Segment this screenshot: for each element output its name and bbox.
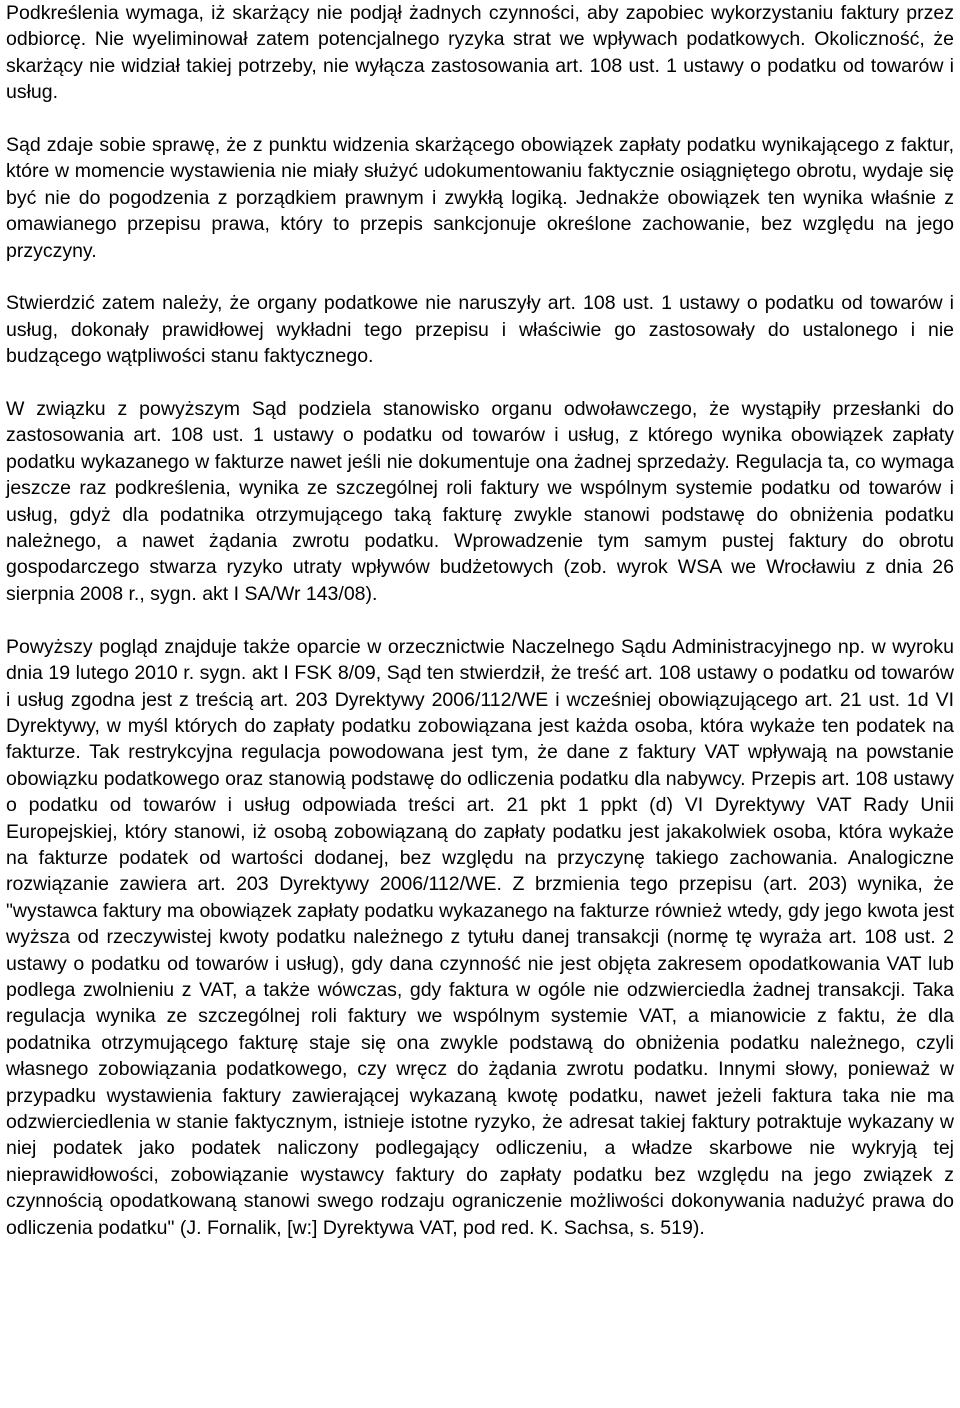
paragraph-3: Stwierdzić zatem należy, że organy podatkowe nie naruszyły art. 108 ust. 1 ustawy o podatku od towarów i usług, dokonały prawidłowej wykładni tego przepisu i właściwie go zastosowały do ustalonego i nie budzącego wątpliwości stanu faktycznego. [6, 292, 954, 368]
paragraph-1: Podkreślenia wymaga, iż skarżący nie podjął żadnych czynności, aby zapobiec wykorzystaniu faktury przez odbiorcę. Nie wyeliminował zatem potencjalnego ryzyka strat we wpływach podatkowych. Okoliczność, że skarżący nie widział takiej potrzeby, nie wyłącza zastosowania art. 108 ust. 1 ustawy o podatku od towarów i usług. [6, 2, 954, 104]
paragraph-5: Powyższy pogląd znajduje także oparcie w orzecznictwie Naczelnego Sądu Administracyjnego np. w wyroku dnia 19 lutego 2010 r. sygn. akt I FSK 8/09, Sąd ten stwierdził, że treść art. 108 ustawy o podatku od towarów i usług zgodna jest z treścią art. 203 Dyrektywy 2006/112/WE i wcześniej obowiązującego art. 21 ust. 1d VI Dyrektywy, w myśl których do zapłaty podatku zobowiązana jest każda osoba, która wykaże ten podatek na fakturze. Tak restrykcyjna regulacja powodowana jest tym, że dane z faktury VAT wpływają na powstanie obowiązku podatkowego oraz stanowią podstawę do odliczenia podatku dla nabywcy. Przepis art. 108 ustawy o podatku od towarów i usług odpowiada treści art. 21 pkt 1 ppkt (d) VI Dyrektywy VAT Rady Unii Europejskiej, który stanowi, iż osobą zobowiązaną do zapłaty podatku jest jakakolwiek osoba, która wykaże na fakturze podatek od wartości dodanej, bez względu na przyczynę takiego zachowania. Analogiczne rozwiązanie zawiera art. 203 Dyrektywy 2006/112/WE. Z brzmienia tego przepisu (art. 203) wynika, że "wystawca faktury ma obowiązek zapłaty podatku wykazanego na fakturze również wtedy, gdy jego kwota jest wyższa od rzeczywistej kwoty podatku należnego z tytułu danej transakcji (normę tę wyraża art. 108 ust. 2 ustawy o podatku od towarów i usług), gdy dana czynność nie jest objęta zakresem opodatkowania VAT lub podlega zwolnieniu z VAT, a także wówczas, gdy faktura w ogóle nie odzwierciedla żadnej transakcji. Taka regulacja wynika ze szczególnej roli faktury we wspólnym systemie VAT, a mianowicie z faktu, że dla podatnika otrzymującego fakturę staje się ona zwykle podstawą do obniżenia podatku należnego, czyli własnego zobowiązania podatkowego, czy wręcz do żądania zwrotu podatku. Innymi słowy, ponieważ w przypadku wystawienia faktury zawierającej wykazaną kwotę podatku, nawet jeżeli faktura taka nie ma odzwierciedlenia w stanie faktycznym, istnieje istotne ryzyko, że adresat takiej faktury potraktuje wykazany w niej podatek jako podatek naliczony podlegający odliczeniu, a władze skarbowe nie wykryją tej nieprawidłowości, zobowiązanie wystawcy faktury do zapłaty podatku bez względu na jego związek z czynnością opodatkowaną stanowi swego rodzaju ograniczenie możliwości dokonywania nadużyć prawa do odliczenia podatku" (J. Fornalik, [w:] Dyrektywa VAT, pod red. K. Sachsa, s. 519). [6, 635, 954, 1239]
paragraph-2: Sąd zdaje sobie sprawę, że z punktu widzenia skarżącego obowiązek zapłaty podatku wynikającego z faktur, które w momencie wystawienia nie miały służyć udokumentowaniu faktycznie osiągniętego obrotu, wydaje się być nie do pogodzenia z porządkiem prawnym i zwykłą logiką. Jednakże obowiązek ten wynika właśnie z omawianego przepisu prawa, który to przepis sankcjonuje określone zachowanie, bez względu na jego przyczyny. [6, 134, 954, 262]
paragraph-4: W związku z powyższym Sąd podziela stanowisko organu odwoławczego, że wystąpiły przesłanki do zastosowania art. 108 ust. 1 ustawy o podatku od towarów i usług, z którego wynika obowiązek zapłaty podatku wykazanego w fakturze nawet jeśli nie dokumentuje ona żadnej sprzedaży. Regulacja ta, co wymaga jeszcze raz podkreślenia, wynika ze szczególnej roli faktury we wspólnym systemie podatku od towarów i usług, gdyż dla podatnika otrzymującego taką fakturę zwykle stanowi podstawę do obniżenia podatku należnego, a nawet żądania zwrotu podatku. Wprowadzenie tym samym pustej faktury do obrotu gospodarczego stwarza ryzyko utraty wpływów budżetowych (zob. wyrok WSA we Wrocławiu z dnia 26 sierpnia 2008 r., sygn. akt I SA/Wr 143/08). [6, 398, 954, 605]
